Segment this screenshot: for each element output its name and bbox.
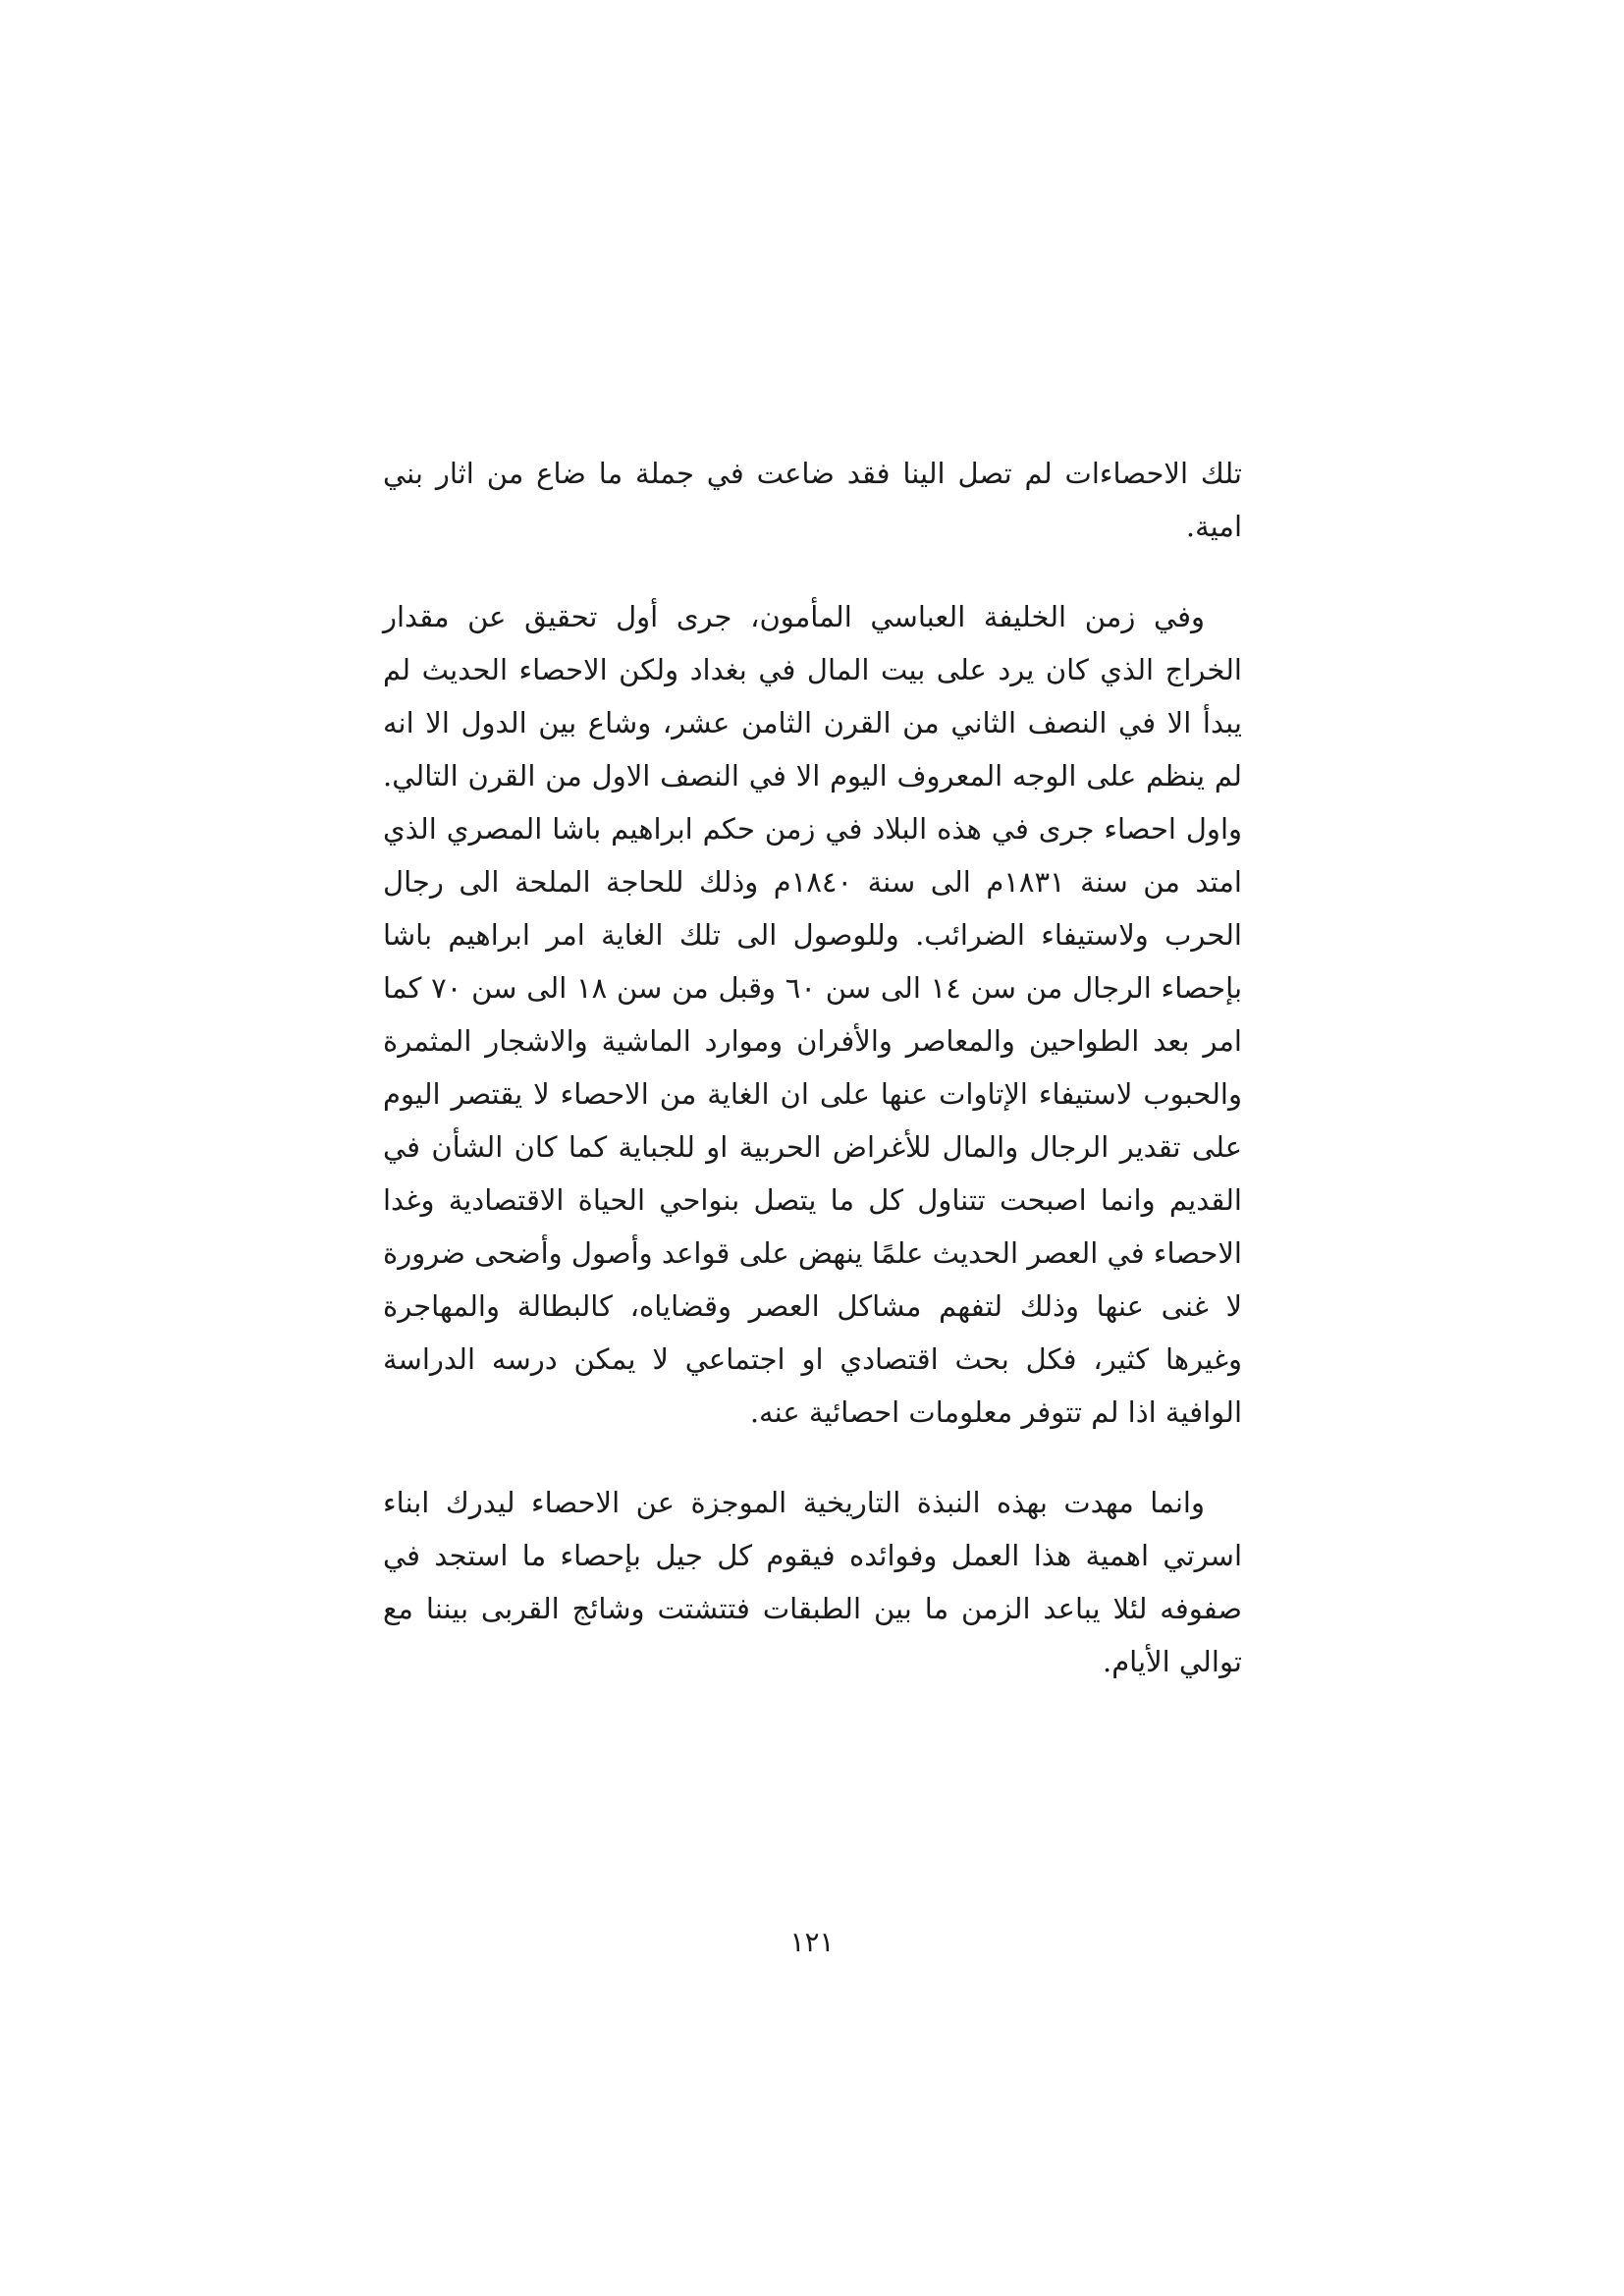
page-number: ١٢١ [789,1926,835,1958]
paragraph-1: تلك الاحصاءات لم تصل الينا فقد ضاعت في جملة ما ضاع من اثار بني امية. [383,457,1242,543]
paragraph-2: وفي زمن الخليفة العباسي المأمون، جرى أول تحقيق عن مقدار الخراج الذي كان يرد على بيت المال في بغداد ولكن الاحصاء الحديث لم يبدأ الا في النصف الثاني من القرن الثامن عشر، وشاع بين الدول الا انه لم ينظم على الوجه المعروف اليوم الا في النصف الاول من القرن التالي. واول احصاء جرى في هذه البلاد في زمن حكم ابراهيم باشا المصري الذي امتد من سنة ١٨٣١م الى سنة ١٨٤٠م وذلك للحاجة الملحة الى رجال الحرب ولاستيفاء الضرائب. وللوصول الى تلك الغاية امر ابراهيم باشا بإحصاء الرجال من سن ١٤ الى سن ٦٠ وقبل من سن ١٨ الى سن ٧٠ كما امر بعد الطواحين والمعاصر والأفران وموارد الماشية والاشجار المثمرة والحبوب لاستيفاء الإتاوات عنها على ان الغاية من الاحصاء لا يقتصر اليوم على تقدير الرجال والمال للأغراض الحربية او للجباية كما كان الشأن في القديم وانما اصبحت تتناول كل ما يتصل بنواحي الحياة الاقتصادية وغدا الاحصاء في العصر الحديث علمًا ينهض على قواعد وأصول وأضحى ضرورة لا غنى عنها وذلك لتفهم مشاكل العصر وقضاياه، كالبطالة والمهاجرة وغيرها كثير، فكل بحث اقتصادي او اجتماعي لا يمكن درسه الدراسة الوافية اذا لم تتوفر معلومات احصائية عنه. [383,600,1243,1429]
paragraph-3: وانما مهدت بهذه النبذة التاريخية الموجزة عن الاحصاء ليدرك ابناء اسرتي اهمية هذا العمل وفوائده فيقوم كل جيل بإحصاء ما استجد في صفوفه لئلا يباعد الزمن ما بين الطبقات فتتشتت وشائج القربى بيننا مع توالي الأيام. [383,1486,1242,1678]
body-text [383,447,1242,1725]
